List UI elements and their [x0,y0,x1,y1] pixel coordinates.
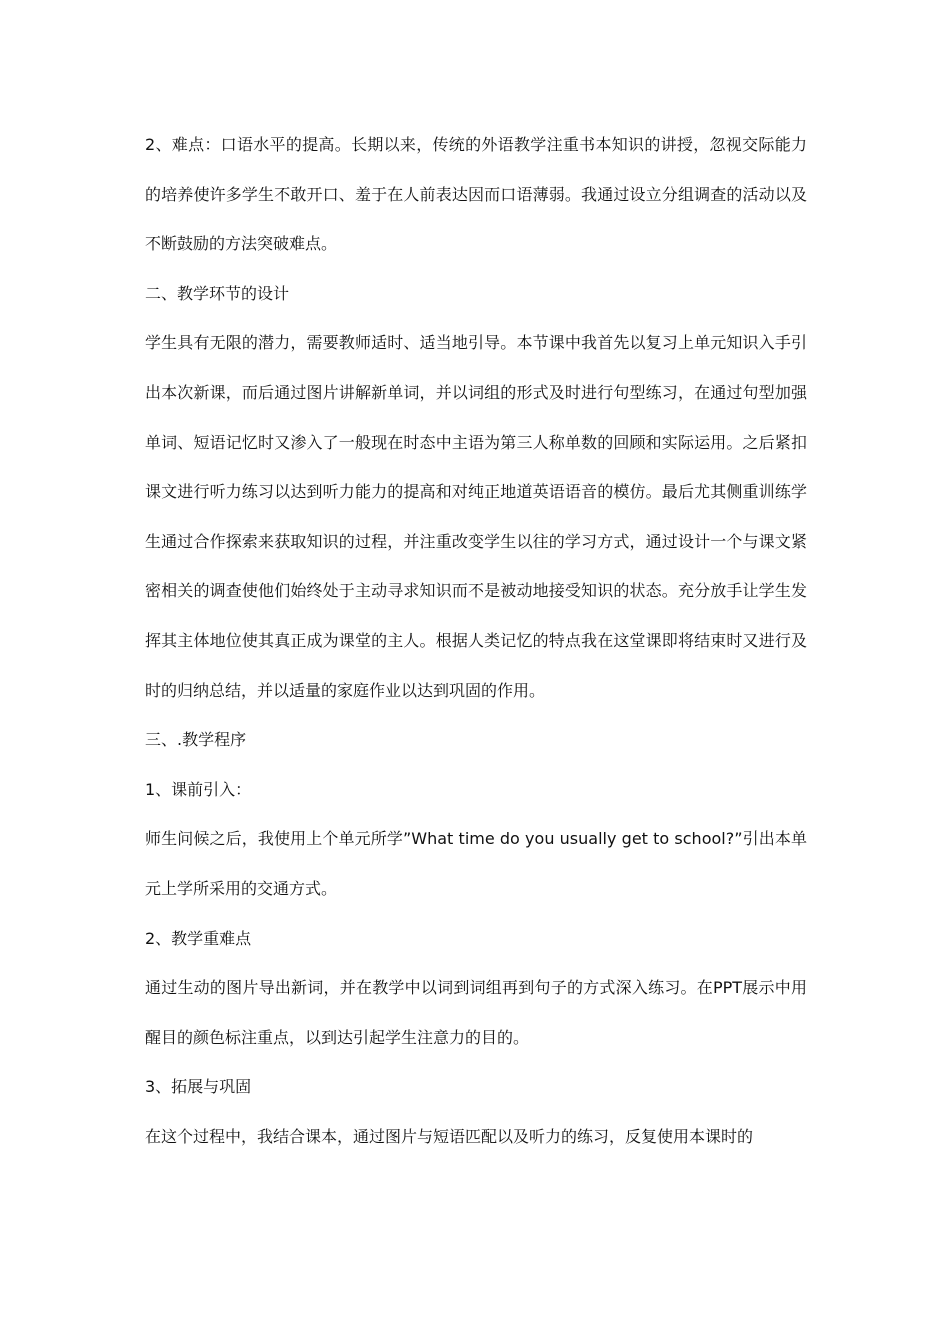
paragraph-teaching-design: 学生具有无限的潜力，需要教师适时、适当地引导。本节课中我首先以复习上单元知识入手引出本次新课，而后通过图片讲解新单词，并以词组的形式及时进行句型练习，在通过句型加强单词、短语记忆时又渗入了一般现在时态中主语为第三人称单数的回顾和实际运用。之后紧扣课文进行听力练习以达到听力能力的提高和对纯正地道英语语音的模仿。最后尤其侧重训练学生通过合作探索来获取知识的过程，并注重改变学生以往的学习方式，通过设计一个与课文紧密相关的调查使他们始终处于主动寻求知识而不是被动地接受知识的状态。充分放手让学生发挥其主体地位使其真正成为课堂的主人。根据人类记忆的特点我在这堂课即将结束时又进行及时的归纳总结，并以适量的家庭作业以达到巩固的作用。 [145,333,807,700]
paragraph-lead-in: 师生问候之后，我使用上个单元所学”What time do you usually get to school?”引出本单元上学所采用的交通方式。 [145,829,807,898]
heading-teaching-design: 二、教学环节的设计 [145,283,290,303]
paragraph-difficulty: 2、难点：口语水平的提高。长期以来，传统的外语教学注重书本知识的讲授，忽视交际能力的培养使许多学生不敢开口、羞于在人前表达因而口语薄弱。我通过设立分组调查的活动以及不断鼓励的方法突破难点。 [145,135,807,254]
paragraph-extension: 在这个过程中，我结合课本，通过图片与短语匹配以及听力的练习，反复使用本课时的 [145,1126,754,1146]
heading-extension: 3、拓展与巩固 [145,1077,252,1097]
heading-key-points: 2、教学重难点 [145,928,252,948]
heading-lead-in: 1、课前引入： [145,779,252,799]
heading-teaching-procedure: 三、.教学程序 [145,730,247,750]
paragraph-key-points: 通过生动的图片导出新词，并在教学中以词到词组再到句子的方式深入练习。在PPT展示中用醒目的颜色标注重点，以到达引起学生注意力的目的。 [145,978,807,1047]
document-body [145,120,807,1161]
